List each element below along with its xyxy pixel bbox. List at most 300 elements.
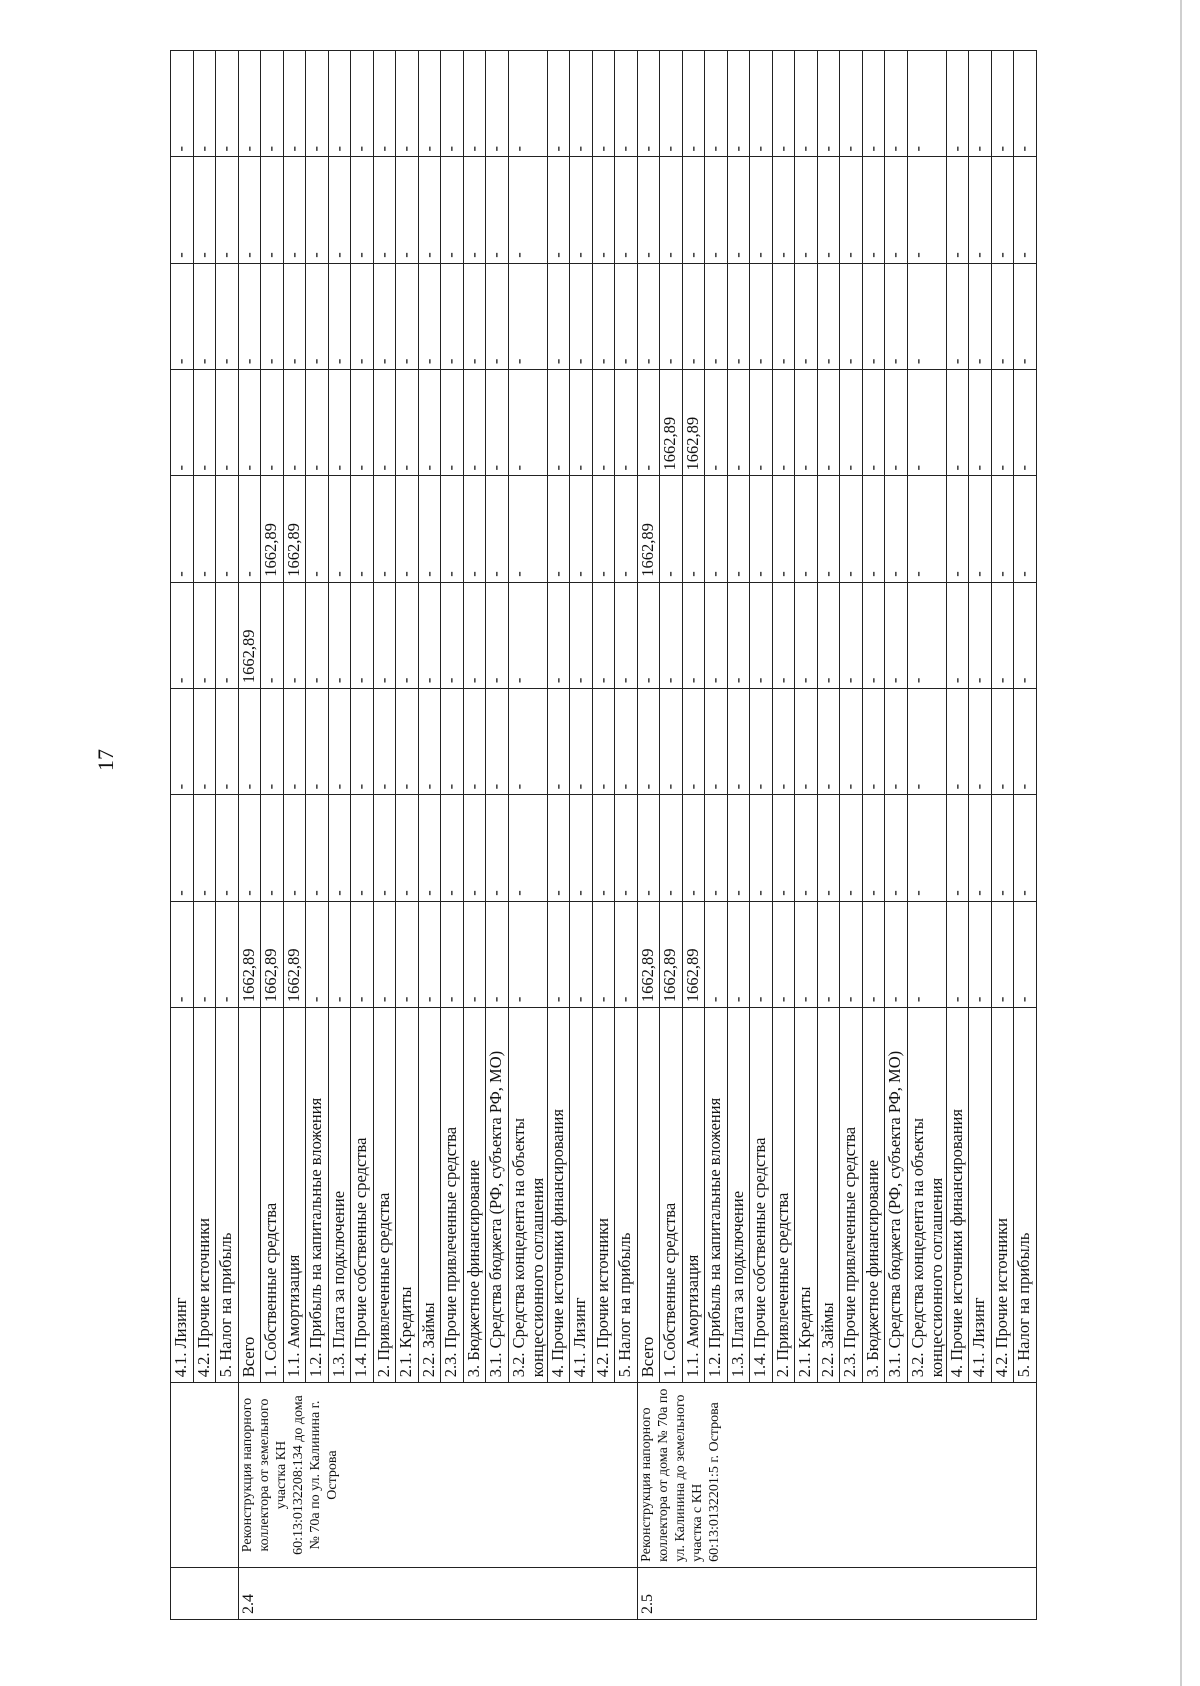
value-cell: -: [969, 370, 992, 476]
value-cell: -: [441, 263, 464, 369]
value-cell: -: [463, 51, 486, 157]
value-cell: -: [946, 901, 969, 1007]
value-cell: 1662,89: [261, 901, 284, 1007]
value-cell: -: [705, 157, 728, 263]
value-cell: -: [441, 795, 464, 901]
value-cell: -: [1014, 901, 1037, 1007]
value-cell: -: [817, 157, 840, 263]
value-cell: -: [750, 157, 773, 263]
value-cell: -: [570, 263, 593, 369]
source-cell: 1.3. Плата за подключение: [328, 1008, 351, 1383]
value-cell: -: [193, 157, 216, 263]
project-number: 2.5: [637, 1567, 1036, 1619]
value-cell: -: [660, 582, 683, 688]
value-cell: -: [486, 795, 509, 901]
value-cell: -: [396, 476, 419, 582]
source-cell: 1.4. Прочие собственные средства: [750, 1008, 773, 1383]
value-cell: -: [772, 582, 795, 688]
value-cell: -: [441, 689, 464, 795]
value-cell: -: [817, 263, 840, 369]
value-cell: -: [862, 901, 885, 1007]
value-cell: -: [570, 582, 593, 688]
value-cell: -: [193, 263, 216, 369]
value-cell: -: [862, 51, 885, 157]
value-cell: -: [328, 370, 351, 476]
value-cell: -: [441, 370, 464, 476]
value-cell: -: [817, 901, 840, 1007]
value-cell: -: [396, 157, 419, 263]
value-cell: -: [351, 582, 374, 688]
source-cell: 4.1. Лизинг: [171, 1008, 194, 1383]
value-cell: -: [570, 901, 593, 1007]
value-cell: -: [418, 157, 441, 263]
value-cell: -: [592, 263, 615, 369]
value-cell: -: [238, 51, 261, 157]
value-cell: -: [396, 51, 419, 157]
value-cell: -: [592, 689, 615, 795]
value-cell: -: [885, 795, 908, 901]
value-cell: -: [373, 370, 396, 476]
value-cell: -: [261, 795, 284, 901]
source-cell: 1.4. Прочие собственные средства: [351, 1008, 374, 1383]
value-cell: -: [463, 476, 486, 582]
value-cell: -: [750, 901, 773, 1007]
value-cell: -: [795, 476, 818, 582]
value-cell: -: [946, 370, 969, 476]
value-cell: -: [570, 795, 593, 901]
value-cell: -: [727, 476, 750, 582]
value-cell: -: [306, 263, 329, 369]
value-cell: -: [862, 370, 885, 476]
value-cell: -: [946, 476, 969, 582]
value-cell: -: [727, 157, 750, 263]
value-cell: -: [306, 901, 329, 1007]
source-cell: 1.1. Амортизация: [682, 1008, 705, 1383]
value-cell: -: [238, 795, 261, 901]
value-cell: -: [862, 582, 885, 688]
financing-table: [170, 50, 1037, 1620]
value-cell: -: [463, 157, 486, 263]
value-cell: -: [373, 51, 396, 157]
value-cell: -: [862, 795, 885, 901]
value-cell: -: [817, 370, 840, 476]
value-cell: -: [486, 901, 509, 1007]
table-row: [171, 51, 194, 1620]
value-cell: -: [373, 582, 396, 688]
value-cell: -: [261, 689, 284, 795]
value-cell: -: [592, 795, 615, 901]
value-cell: -: [238, 689, 261, 795]
value-cell: -: [306, 476, 329, 582]
value-cell: -: [615, 795, 638, 901]
value-cell: -: [328, 263, 351, 369]
table-row: [637, 51, 660, 1620]
value-cell: -: [547, 901, 570, 1007]
value-cell: -: [705, 901, 728, 1007]
value-cell: -: [682, 51, 705, 157]
value-cell: -: [1014, 582, 1037, 688]
value-cell: -: [772, 689, 795, 795]
value-cell: -: [907, 370, 946, 476]
value-cell: -: [486, 51, 509, 157]
table-row: [238, 51, 261, 1620]
value-cell: -: [351, 901, 374, 1007]
source-cell: 1.3. Плата за подключение: [727, 1008, 750, 1383]
value-cell: -: [283, 370, 306, 476]
source-cell: 4.1. Лизинг: [969, 1008, 992, 1383]
value-cell: -: [508, 582, 547, 688]
value-cell: -: [283, 689, 306, 795]
value-cell: -: [817, 51, 840, 157]
source-cell: 4.2. Прочие источники: [991, 1008, 1014, 1383]
source-cell: 2.1. Кредиты: [396, 1008, 419, 1383]
value-cell: -: [907, 901, 946, 1007]
value-cell: -: [592, 582, 615, 688]
value-cell: -: [418, 795, 441, 901]
value-cell: -: [441, 582, 464, 688]
value-cell: 1662,89: [660, 901, 683, 1007]
value-cell: -: [463, 582, 486, 688]
value-cell: -: [772, 157, 795, 263]
value-cell: -: [682, 476, 705, 582]
value-cell: -: [682, 795, 705, 901]
value-cell: -: [991, 476, 1014, 582]
value-cell: -: [306, 51, 329, 157]
source-cell: 3.2. Средства концедента на объекты концессионного соглашения: [907, 1008, 946, 1383]
value-cell: -: [463, 689, 486, 795]
value-cell: -: [615, 51, 638, 157]
value-cell: -: [171, 689, 194, 795]
value-cell: -: [216, 795, 239, 901]
value-cell: -: [592, 51, 615, 157]
source-cell: 4.2. Прочие источники: [592, 1008, 615, 1383]
value-cell: -: [193, 901, 216, 1007]
value-cell: -: [817, 476, 840, 582]
value-cell: -: [283, 795, 306, 901]
value-cell: -: [727, 689, 750, 795]
value-cell: -: [171, 476, 194, 582]
value-cell: -: [750, 689, 773, 795]
scan-edge: [1180, 0, 1182, 1686]
value-cell: -: [660, 263, 683, 369]
value-cell: -: [193, 51, 216, 157]
value-cell: -: [547, 476, 570, 582]
value-cell: -: [682, 263, 705, 369]
value-cell: -: [840, 370, 863, 476]
value-cell: 1662,89: [238, 582, 261, 688]
value-cell: -: [216, 582, 239, 688]
value-cell: -: [991, 689, 1014, 795]
value-cell: -: [615, 582, 638, 688]
value-cell: -: [351, 689, 374, 795]
value-cell: -: [969, 689, 992, 795]
value-cell: -: [637, 370, 660, 476]
source-cell: Всего: [238, 1008, 261, 1383]
value-cell: -: [946, 51, 969, 157]
value-cell: -: [193, 476, 216, 582]
source-cell: 2.2. Займы: [418, 1008, 441, 1383]
value-cell: -: [615, 263, 638, 369]
source-cell: 5. Налог на прибыль: [615, 1008, 638, 1383]
value-cell: -: [441, 476, 464, 582]
source-cell: 3.2. Средства концедента на объекты концессионного соглашения: [508, 1008, 547, 1383]
value-cell: -: [171, 901, 194, 1007]
value-cell: -: [261, 370, 284, 476]
value-cell: -: [772, 901, 795, 1007]
value-cell: 1662,89: [283, 901, 306, 1007]
value-cell: -: [615, 689, 638, 795]
value-cell: -: [946, 157, 969, 263]
value-cell: -: [508, 689, 547, 795]
value-cell: -: [1014, 476, 1037, 582]
value-cell: -: [351, 157, 374, 263]
value-cell: -: [840, 157, 863, 263]
value-cell: -: [193, 370, 216, 476]
value-cell: -: [547, 370, 570, 476]
value-cell: -: [306, 582, 329, 688]
value-cell: -: [486, 263, 509, 369]
value-cell: -: [351, 795, 374, 901]
value-cell: 1662,89: [682, 370, 705, 476]
value-cell: -: [795, 157, 818, 263]
value-cell: -: [885, 689, 908, 795]
value-cell: -: [171, 795, 194, 901]
value-cell: 1662,89: [637, 476, 660, 582]
value-cell: -: [171, 51, 194, 157]
project-name: Реконструкция напорного коллектора от земельного участка КН 60:13:0132208:134 до дома № 70а по ул. Калинина г. Острова: [238, 1383, 637, 1568]
value-cell: -: [418, 582, 441, 688]
value-cell: -: [351, 51, 374, 157]
value-cell: -: [991, 582, 1014, 688]
value-cell: -: [615, 901, 638, 1007]
value-cell: -: [441, 901, 464, 1007]
value-cell: 1662,89: [261, 476, 284, 582]
value-cell: -: [486, 582, 509, 688]
value-cell: -: [772, 263, 795, 369]
value-cell: -: [817, 582, 840, 688]
value-cell: -: [991, 370, 1014, 476]
value-cell: -: [463, 370, 486, 476]
value-cell: -: [238, 370, 261, 476]
value-cell: -: [840, 476, 863, 582]
value-cell: -: [862, 263, 885, 369]
value-cell: -: [463, 795, 486, 901]
value-cell: -: [1014, 263, 1037, 369]
value-cell: -: [991, 263, 1014, 369]
value-cell: -: [396, 795, 419, 901]
source-cell: 1.2. Прибыль на капитальные вложения: [306, 1008, 329, 1383]
value-cell: -: [396, 370, 419, 476]
value-cell: -: [727, 51, 750, 157]
value-cell: -: [840, 582, 863, 688]
value-cell: -: [705, 370, 728, 476]
value-cell: -: [862, 157, 885, 263]
source-cell: 3.1. Средства бюджета (РФ, субъекта РФ, МО): [885, 1008, 908, 1383]
value-cell: -: [705, 582, 728, 688]
value-cell: -: [885, 263, 908, 369]
value-cell: -: [727, 901, 750, 1007]
value-cell: -: [418, 370, 441, 476]
value-cell: -: [283, 157, 306, 263]
value-cell: 1662,89: [660, 370, 683, 476]
value-cell: -: [946, 795, 969, 901]
continued-number-cell: [171, 1567, 239, 1619]
value-cell: -: [508, 157, 547, 263]
source-cell: 2.2. Займы: [817, 1008, 840, 1383]
value-cell: -: [615, 370, 638, 476]
value-cell: -: [283, 582, 306, 688]
value-cell: -: [795, 582, 818, 688]
value-cell: -: [885, 476, 908, 582]
value-cell: -: [705, 795, 728, 901]
value-cell: -: [592, 370, 615, 476]
value-cell: -: [682, 582, 705, 688]
source-cell: 4.1. Лизинг: [570, 1008, 593, 1383]
value-cell: -: [351, 476, 374, 582]
value-cell: -: [193, 582, 216, 688]
source-cell: 4. Прочие источники финансирования: [547, 1008, 570, 1383]
source-cell: 2.1. Кредиты: [795, 1008, 818, 1383]
value-cell: -: [547, 51, 570, 157]
value-cell: -: [441, 157, 464, 263]
source-cell: 3.1. Средства бюджета (РФ, субъекта РФ, МО): [486, 1008, 509, 1383]
value-cell: -: [171, 157, 194, 263]
value-cell: -: [216, 263, 239, 369]
value-cell: -: [508, 901, 547, 1007]
value-cell: -: [592, 476, 615, 582]
value-cell: -: [969, 263, 992, 369]
value-cell: -: [660, 795, 683, 901]
value-cell: -: [991, 795, 1014, 901]
value-cell: -: [328, 157, 351, 263]
value-cell: -: [463, 263, 486, 369]
value-cell: -: [795, 51, 818, 157]
value-cell: -: [885, 51, 908, 157]
value-cell: -: [238, 263, 261, 369]
source-cell: 5. Налог на прибыль: [216, 1008, 239, 1383]
value-cell: -: [373, 476, 396, 582]
source-cell: 3. Бюджетное финансирование: [862, 1008, 885, 1383]
value-cell: -: [328, 51, 351, 157]
value-cell: 1662,89: [283, 476, 306, 582]
value-cell: -: [1014, 157, 1037, 263]
value-cell: -: [373, 263, 396, 369]
value-cell: -: [750, 263, 773, 369]
value-cell: -: [261, 263, 284, 369]
value-cell: -: [969, 476, 992, 582]
value-cell: -: [907, 157, 946, 263]
value-cell: -: [486, 157, 509, 263]
value-cell: -: [637, 582, 660, 688]
source-cell: Всего: [637, 1008, 660, 1383]
value-cell: -: [238, 476, 261, 582]
value-cell: -: [991, 51, 1014, 157]
source-cell: 2. Привлеченные средства: [772, 1008, 795, 1383]
value-cell: -: [907, 689, 946, 795]
value-cell: -: [991, 157, 1014, 263]
value-cell: -: [907, 476, 946, 582]
value-cell: -: [862, 689, 885, 795]
value-cell: -: [216, 370, 239, 476]
source-cell: 1.1. Амортизация: [283, 1008, 306, 1383]
value-cell: -: [840, 795, 863, 901]
value-cell: -: [1014, 795, 1037, 901]
value-cell: -: [306, 795, 329, 901]
value-cell: -: [418, 51, 441, 157]
value-cell: -: [570, 370, 593, 476]
value-cell: -: [795, 263, 818, 369]
value-cell: -: [396, 263, 419, 369]
source-cell: 1.2. Прибыль на капитальные вложения: [705, 1008, 728, 1383]
source-cell: 5. Налог на прибыль: [1014, 1008, 1037, 1383]
value-cell: -: [750, 795, 773, 901]
value-cell: -: [1014, 689, 1037, 795]
value-cell: -: [907, 582, 946, 688]
value-cell: -: [885, 370, 908, 476]
value-cell: -: [328, 476, 351, 582]
value-cell: -: [508, 370, 547, 476]
value-cell: 1662,89: [682, 901, 705, 1007]
value-cell: -: [885, 157, 908, 263]
value-cell: -: [216, 51, 239, 157]
source-cell: 1. Собственные средства: [660, 1008, 683, 1383]
value-cell: -: [840, 263, 863, 369]
value-cell: -: [216, 476, 239, 582]
value-cell: -: [1014, 51, 1037, 157]
value-cell: -: [637, 157, 660, 263]
value-cell: -: [508, 795, 547, 901]
value-cell: -: [637, 263, 660, 369]
value-cell: -: [463, 901, 486, 1007]
value-cell: 1662,89: [637, 901, 660, 1007]
value-cell: -: [772, 370, 795, 476]
value-cell: -: [795, 370, 818, 476]
value-cell: -: [969, 582, 992, 688]
value-cell: -: [907, 795, 946, 901]
value-cell: -: [171, 370, 194, 476]
value-cell: -: [306, 157, 329, 263]
value-cell: -: [351, 263, 374, 369]
value-cell: -: [283, 263, 306, 369]
value-cell: -: [969, 901, 992, 1007]
value-cell: -: [171, 582, 194, 688]
rotated-page-content: [170, 50, 1110, 1620]
value-cell: -: [570, 51, 593, 157]
value-cell: -: [705, 689, 728, 795]
value-cell: -: [795, 795, 818, 901]
value-cell: -: [750, 582, 773, 688]
source-cell: 2.3. Прочие привлеченные средства: [840, 1008, 863, 1383]
value-cell: -: [682, 689, 705, 795]
value-cell: -: [547, 689, 570, 795]
source-cell: 4. Прочие источники финансирования: [946, 1008, 969, 1383]
value-cell: -: [907, 51, 946, 157]
value-cell: -: [418, 901, 441, 1007]
value-cell: -: [727, 795, 750, 901]
value-cell: -: [946, 689, 969, 795]
value-cell: -: [508, 476, 547, 582]
value-cell: -: [171, 263, 194, 369]
value-cell: -: [570, 689, 593, 795]
value-cell: -: [727, 582, 750, 688]
value-cell: -: [396, 582, 419, 688]
value-cell: -: [772, 795, 795, 901]
value-cell: -: [637, 689, 660, 795]
value-cell: -: [373, 901, 396, 1007]
source-cell: 1. Собственные средства: [261, 1008, 284, 1383]
value-cell: -: [508, 51, 547, 157]
value-cell: -: [351, 370, 374, 476]
